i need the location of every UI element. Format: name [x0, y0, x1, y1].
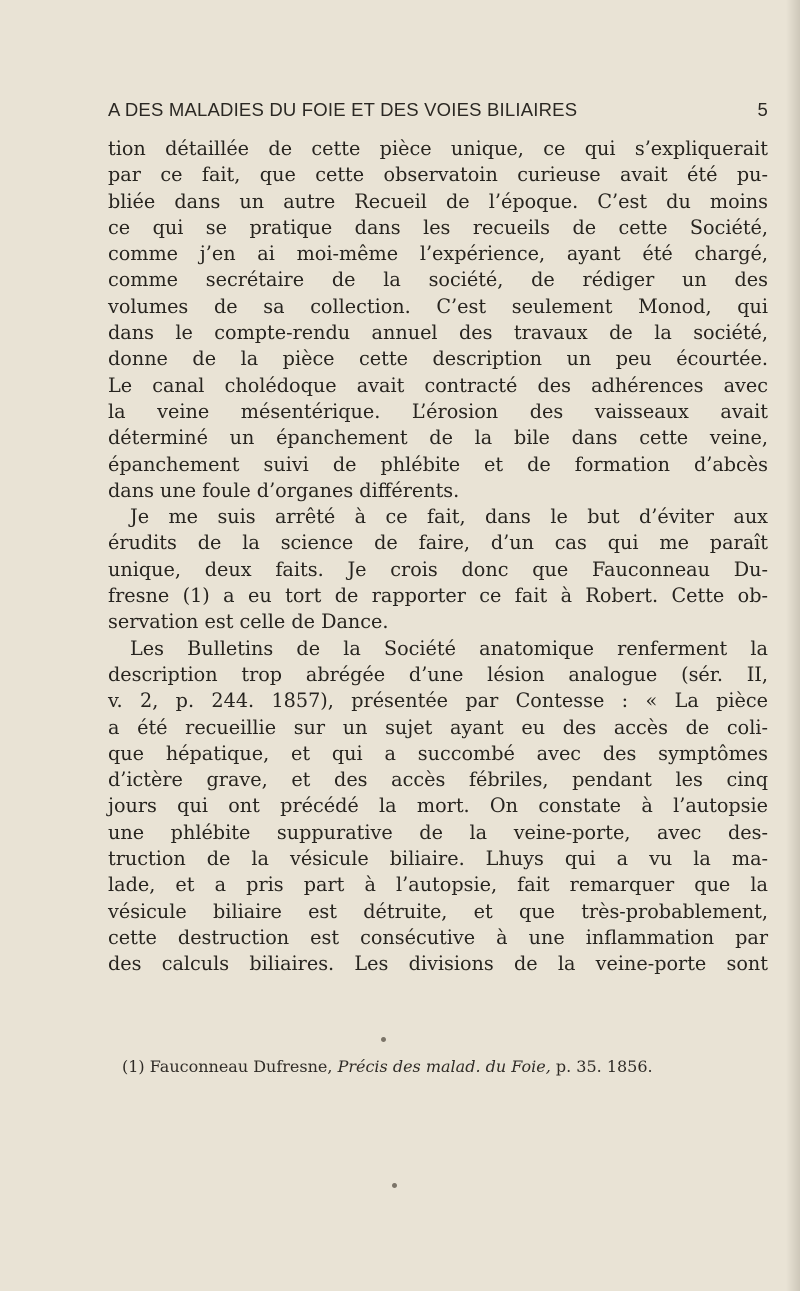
- text-line: unique, deux faits. Je crois donc que Fauconneau Du-: [108, 557, 768, 581]
- text-line: servation est celle de Dance.: [108, 610, 389, 634]
- text-line: épanchement suivi de phlébite et de formation d’abcès: [108, 452, 768, 476]
- text-line: érudits de la science de faire, d’un cas qui me paraît: [108, 531, 768, 555]
- footnote-citation: p. 35. 1856.: [555, 1057, 653, 1076]
- text-line: truction de la vésicule biliaire. Lhuys qui a vu la ma-: [108, 847, 768, 871]
- running-title: A DES MALADIES DU FOIE ET DES VOIES BILIAIRES: [108, 99, 578, 120]
- footnote: [122, 1057, 768, 1076]
- text-line: dans une foule d’organes différents.: [108, 478, 460, 502]
- footnote-title: Précis des malad. du Foie,: [337, 1057, 551, 1076]
- text-line: déterminé un épanchement de la bile dans cette veine,: [108, 426, 768, 450]
- text-line: que hépatique, et qui a succombé avec des symptômes: [108, 741, 768, 765]
- text-line: Le canal cholédoque avait contracté des adhérences avec: [108, 373, 768, 397]
- text-line: fresne (1) a eu tort de rapporter ce fait à Robert. Cette ob-: [108, 584, 768, 608]
- page-number: 5: [757, 99, 768, 120]
- text-line: cette destruction est consécutive à une inflammation par: [108, 925, 768, 949]
- print-speck: [392, 1183, 397, 1188]
- text-line: lade, et a pris part à l’autopsie, fait remarquer que la: [108, 873, 768, 897]
- print-speck: [381, 1037, 386, 1042]
- text-line: d’ictère grave, et des accès fébriles, pendant les cinq: [108, 768, 768, 792]
- text-line: Les Bulletins de la Société anatomique renferment la: [130, 636, 768, 660]
- text-line: volumes de sa collection. C’est seulement Monod, qui: [108, 294, 768, 318]
- footnote-marker: (1): [122, 1057, 145, 1076]
- text-line: comme j’en ai moi-même l’expérience, ayant été chargé,: [108, 242, 768, 266]
- running-head: [108, 99, 768, 125]
- text-line: jours qui ont précédé la mort. On constate à l’autopsie: [108, 794, 768, 818]
- text-line: la veine mésentérique. L’érosion des vaisseaux avait: [108, 399, 768, 423]
- text-line: des calculs biliaires. Les divisions de la veine-porte sont: [108, 952, 768, 976]
- text-line: une phlébite suppurative de la veine-porte, avec des-: [108, 820, 768, 844]
- body-text: [108, 136, 768, 978]
- text-line: bliée dans un autre Recueil de l’époque. C’est du moins: [108, 189, 768, 213]
- text-line: ce qui se pratique dans les recueils de cette Société,: [108, 215, 768, 239]
- text-line: v. 2, p. 244. 1857), présentée par Contesse : « La pièce: [108, 689, 768, 713]
- text-line: donne de la pièce cette description un peu écourtée.: [108, 347, 768, 371]
- text-line: a été recueillie sur un sujet ayant eu des accès de coli-: [108, 715, 768, 739]
- text-line: tion détaillée de cette pièce unique, ce qui s’expliquerait: [108, 137, 768, 160]
- text-line: description trop abrégée d’une lésion analogue (sér. II,: [108, 662, 768, 686]
- text-line: Je me suis arrêté à ce fait, dans le but d’éviter aux: [130, 505, 768, 529]
- text-line: comme secrétaire de la société, de rédiger un des: [108, 268, 768, 292]
- footnote-author: Fauconneau Dufresne,: [149, 1057, 333, 1076]
- page-edge-shadow: [786, 0, 800, 1291]
- text-line: dans le compte-rendu annuel des travaux de la société,: [108, 321, 768, 345]
- text-line: vésicule biliaire est détruite, et que très-probablement,: [108, 899, 768, 923]
- text-line: par ce fait, que cette observatoin curieuse avait été pu-: [108, 163, 768, 187]
